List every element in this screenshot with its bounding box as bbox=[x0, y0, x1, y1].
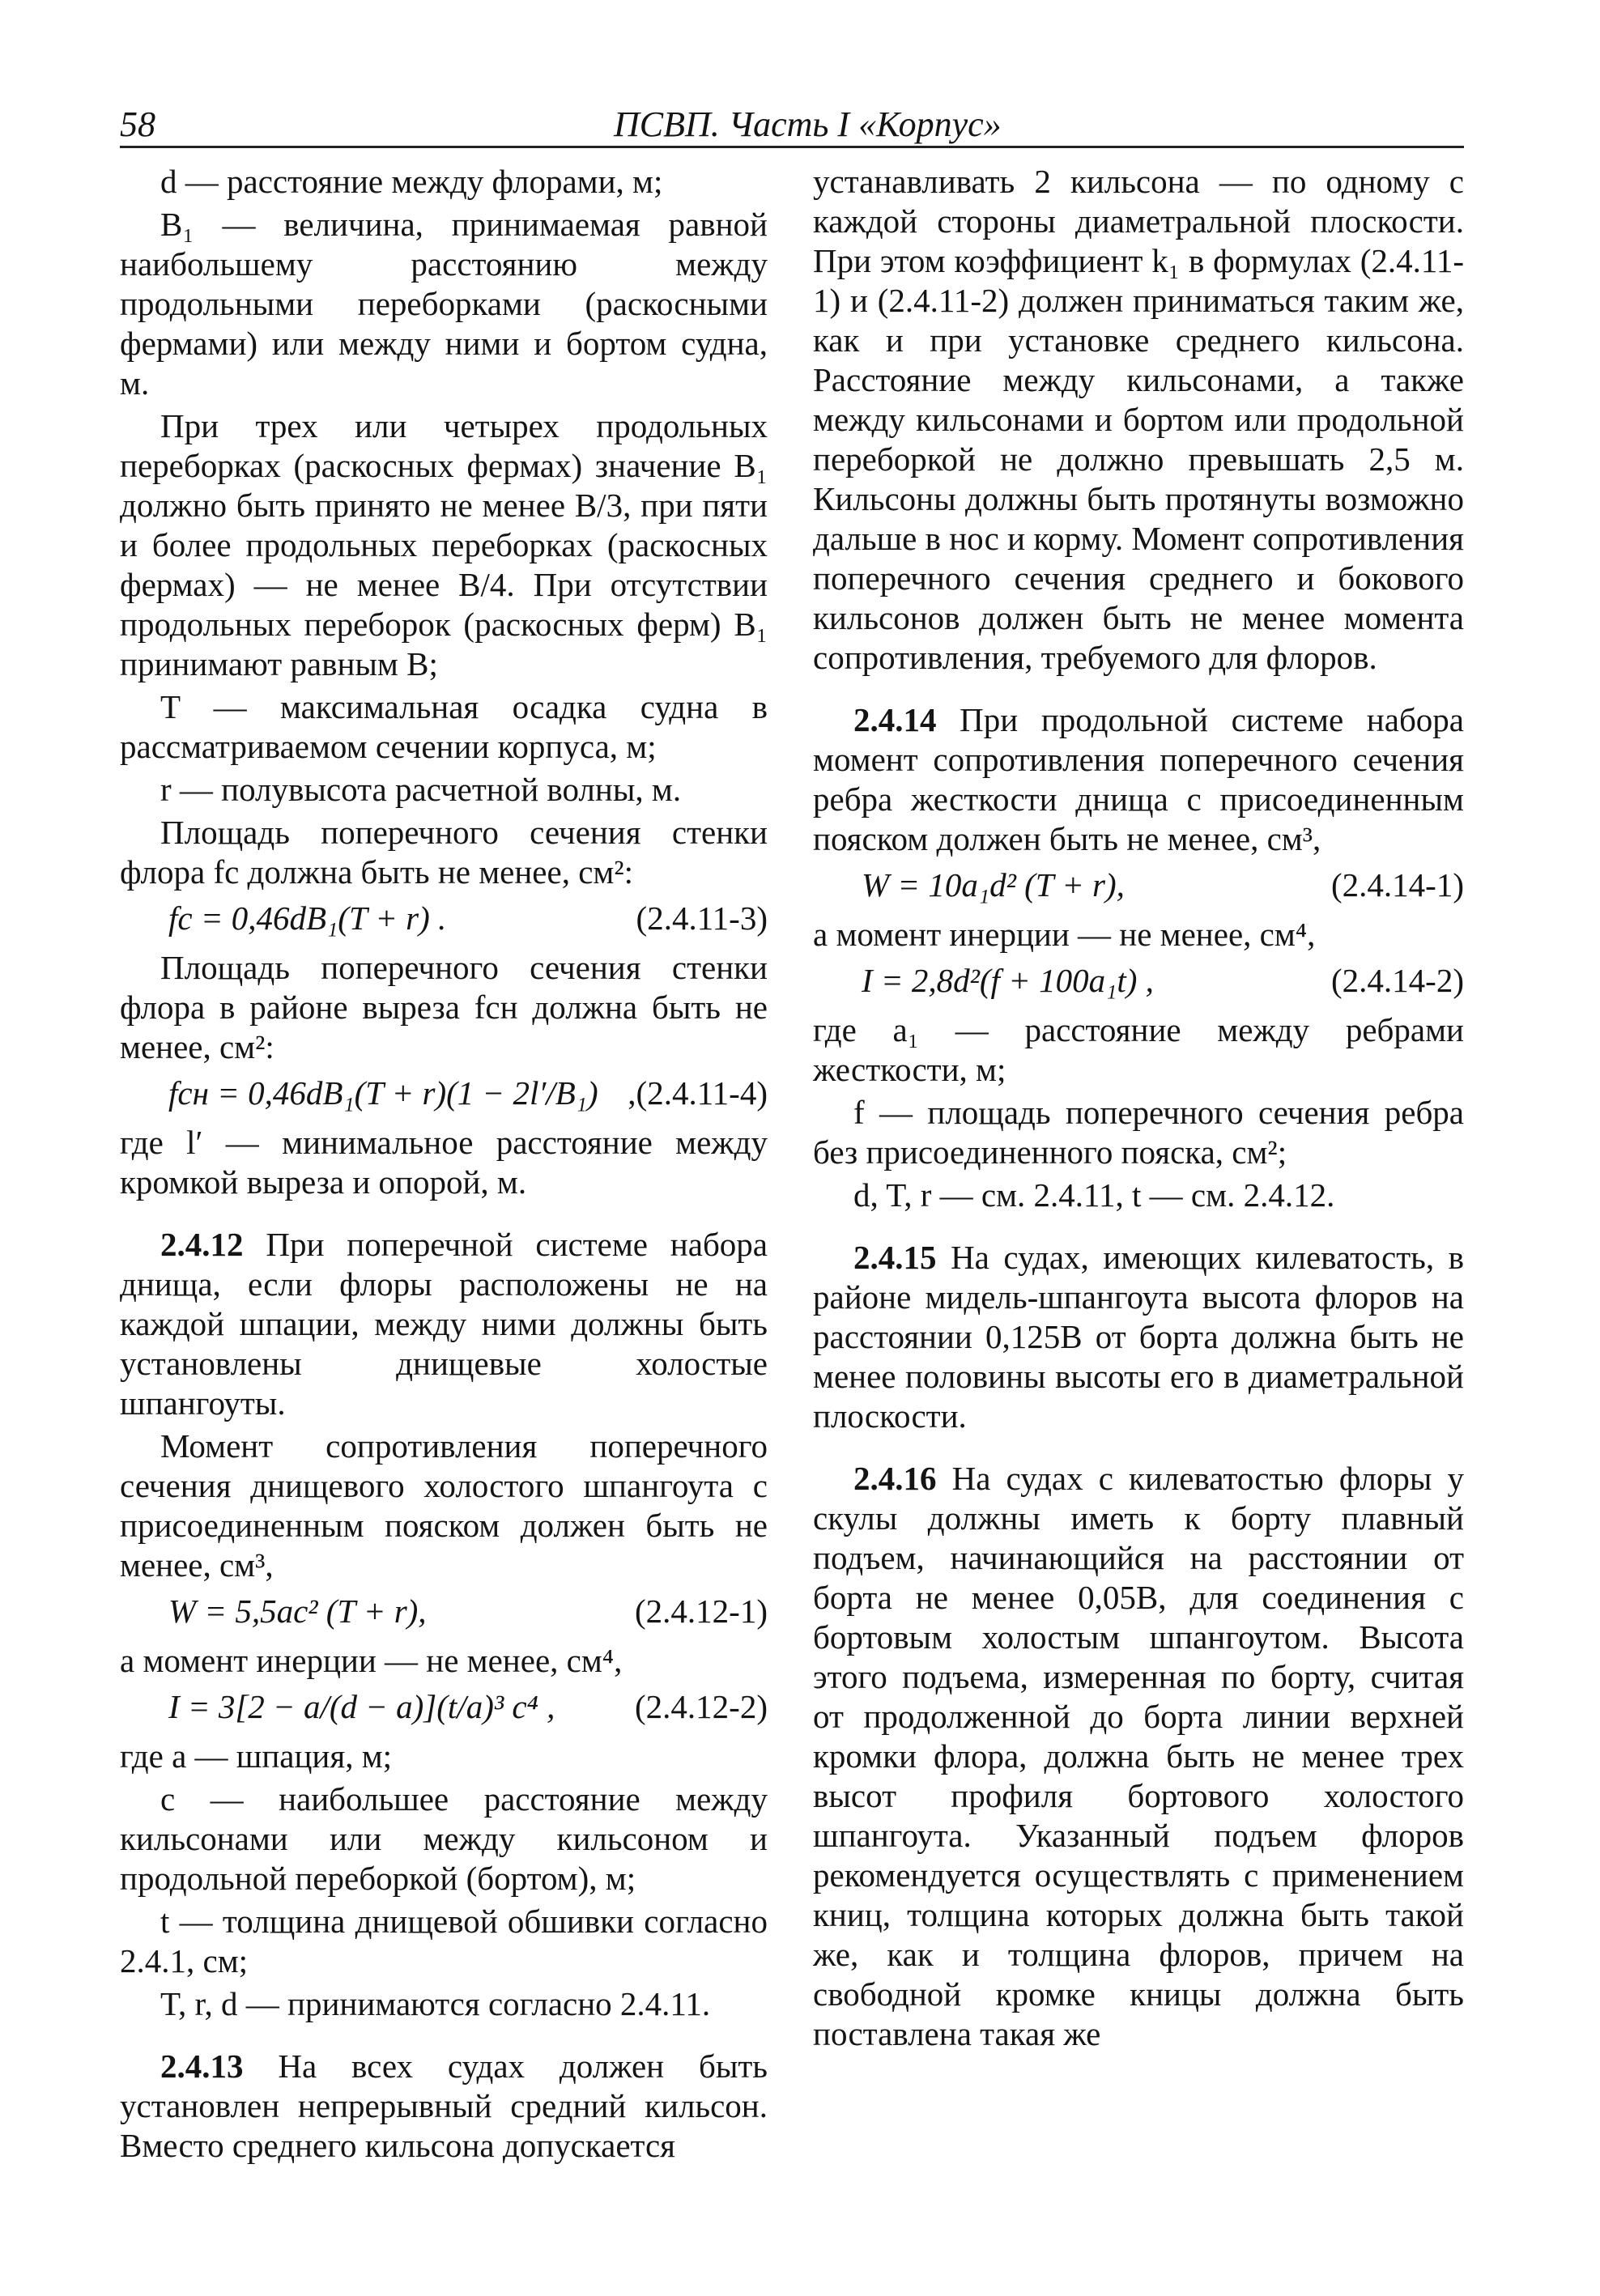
paragraph: а момент инерции — не менее, см⁴, bbox=[120, 1642, 623, 1679]
paragraph: T — максимальная осадка судна в рассматриваемом сечении корпуса, м; bbox=[120, 688, 768, 765]
left-column bbox=[120, 162, 768, 2169]
paragraph: d — расстояние между флорами, м; bbox=[160, 163, 663, 200]
running-title: ПСВП. Часть I «Корпус» bbox=[614, 104, 1002, 144]
paragraph: При трех или четырех продольных переборках (раскосных фермах) значение B₁ должно быть принято не менее B/3, при пяти и более продольных переборках (раскосных фермах) — не менее B/4. При отсутствии продольных переборок (раскосных ферм) B₁ принимают равным B; bbox=[120, 407, 768, 682]
paragraph-text: При продольной системе набора момент сопротивления поперечного сечения ребра жесткости днища с присоединенным пояском должен быть не менее, см³, bbox=[813, 701, 1465, 857]
section-paragraph bbox=[120, 1225, 768, 1423]
section-number: 2.4.12 bbox=[160, 1226, 244, 1263]
paragraph-text: На всех судах должен быть установлен непрерывный средний кильсон. Вместо среднего кильсона допускается bbox=[120, 2047, 768, 2164]
formula-label: (2.4.12-2) bbox=[635, 1688, 768, 1725]
paragraph: t — толщина днищевой обшивки согласно 2.4.1, см; bbox=[120, 1903, 768, 1979]
formula bbox=[120, 899, 768, 938]
section-number: 2.4.16 bbox=[853, 1460, 937, 1497]
formula-label: (2.4.12-1) bbox=[635, 1592, 768, 1630]
paragraph-text: На судах, имеющих килеватость, в районе мидель-шпангоута высота флоров на расстоянии 0,125B от борта должна быть не менее половины высоты его в диаметральной плоскости. bbox=[813, 1239, 1464, 1435]
paragraph: T, r, d — принимаются согласно 2.4.11. bbox=[160, 1985, 711, 2022]
formula-label: (2.4.14-1) bbox=[1331, 866, 1464, 904]
section-number: 2.4.15 bbox=[853, 1239, 937, 1276]
paragraph: где a₁ — расстояние между ребрами жесткости, м; bbox=[813, 1011, 1464, 1088]
page-number: 58 bbox=[120, 104, 155, 144]
formula-expression: W = 10a₁d² (T + r), bbox=[862, 866, 1125, 904]
section-paragraph bbox=[120, 2047, 768, 2166]
right-column bbox=[813, 162, 1464, 2057]
formula-expression: fсн = 0,46dB₁(T + r)(1 − 2l′/B₁) bbox=[168, 1074, 598, 1112]
paragraph-text: На судах с килеватостью флоры у скулы должны иметь к борту плавный подъем, начинающийся на расстоянии от борта не менее 0,05B, для соединения с бортовым холостым шпангоутом. Высота этого подъема, измеренная по борту, считая от продолженной до борта линии верхней кромки флора, должна быть не менее трех высот профиля бортового холостого шпангоута. Указанный подъем флоров рекомендуется осуществлять с применением книц, толщина которых должна быть такой же, как и толщина флоров, причем на свободной кромке кницы должна быть поставлена такая же bbox=[813, 1460, 1465, 2052]
formula-expression: W = 5,5ac² (T + r), bbox=[168, 1592, 427, 1630]
paragraph: а момент инерции — не менее, см⁴, bbox=[813, 916, 1316, 953]
section-number: 2.4.13 bbox=[160, 2047, 244, 2085]
paragraph: c — наибольшее расстояние между кильсонами или между кильсоном и продольной переборкой (бортом), м; bbox=[120, 1780, 768, 1897]
section-paragraph bbox=[813, 1238, 1464, 1436]
paragraph: B₁ — величина, принимаемая равной наибольшему расстоянию между продольными переборками (раскосными фермами) или между ними и бортом судна, м. bbox=[120, 206, 768, 402]
paragraph: Площадь поперечного сечения стенки флора в районе выреза fсн должна быть не менее, см²: bbox=[120, 949, 768, 1065]
formula-label: ,(2.4.11-4) bbox=[628, 1074, 768, 1112]
paragraph: Площадь поперечного сечения стенки флора fc должна быть не менее, см²: bbox=[120, 814, 768, 891]
paragraph: d, T, r — см. 2.4.11, t — см. 2.4.12. bbox=[853, 1176, 1335, 1214]
paragraph: f — площадь поперечного сечения ребра без присоединенного пояска, см²; bbox=[813, 1094, 1464, 1171]
formula bbox=[120, 1074, 768, 1113]
formula-expression: fc = 0,46dB₁(T + r) . bbox=[168, 899, 447, 937]
paragraph: r — полувысота расчетной волны, м. bbox=[160, 771, 682, 808]
paragraph: Момент сопротивления поперечного сечения днищевого холостого шпангоута с присоединенным пояском должен быть не менее, см³, bbox=[120, 1427, 768, 1584]
formula bbox=[813, 865, 1464, 905]
section-paragraph bbox=[813, 700, 1464, 859]
section-number: 2.4.14 bbox=[853, 701, 937, 738]
paragraph-text: При поперечной системе набора днища, если флоры расположены не на каждой шпации, между ними должны быть установлены днищевые холостые шпангоуты. bbox=[120, 1226, 768, 1422]
formula-expression: I = 2,8d²(f + 100a₁t) , bbox=[862, 962, 1154, 999]
formula-label: (2.4.11-3) bbox=[636, 899, 768, 937]
formula-expression: I = 3[2 − a/(d − a)](t/a)³ c⁴ , bbox=[168, 1688, 555, 1725]
section-paragraph bbox=[813, 1459, 1464, 2054]
formula bbox=[120, 1592, 768, 1631]
paragraph: устанавливать 2 кильсона — по одному с каждой стороны диаметральной плоскости. При этом коэффициент k₁ в формулах (2.4.11-1) и (2.4.11-2) должен приниматься таким же, как и при установке среднего кильсона. Расстояние между кильсонами, а также между кильсонами и бортом или продольной переборкой не должно превышать 2,5 м. Кильсоны должны быть протянуты возможно дальше в нос и корму. Момент сопротивления поперечного сечения среднего и бокового кильсонов должен быть не менее момента сопротивления, требуемого для флоров. bbox=[813, 163, 1464, 676]
formula bbox=[813, 961, 1464, 1001]
paragraph: где a — шпация, м; bbox=[120, 1737, 393, 1775]
formula bbox=[120, 1687, 768, 1727]
formula-label: (2.4.14-2) bbox=[1331, 962, 1464, 999]
paragraph: где l′ — минимальное расстояние между кромкой выреза и опорой, м. bbox=[120, 1124, 768, 1201]
page-header bbox=[120, 104, 1464, 148]
